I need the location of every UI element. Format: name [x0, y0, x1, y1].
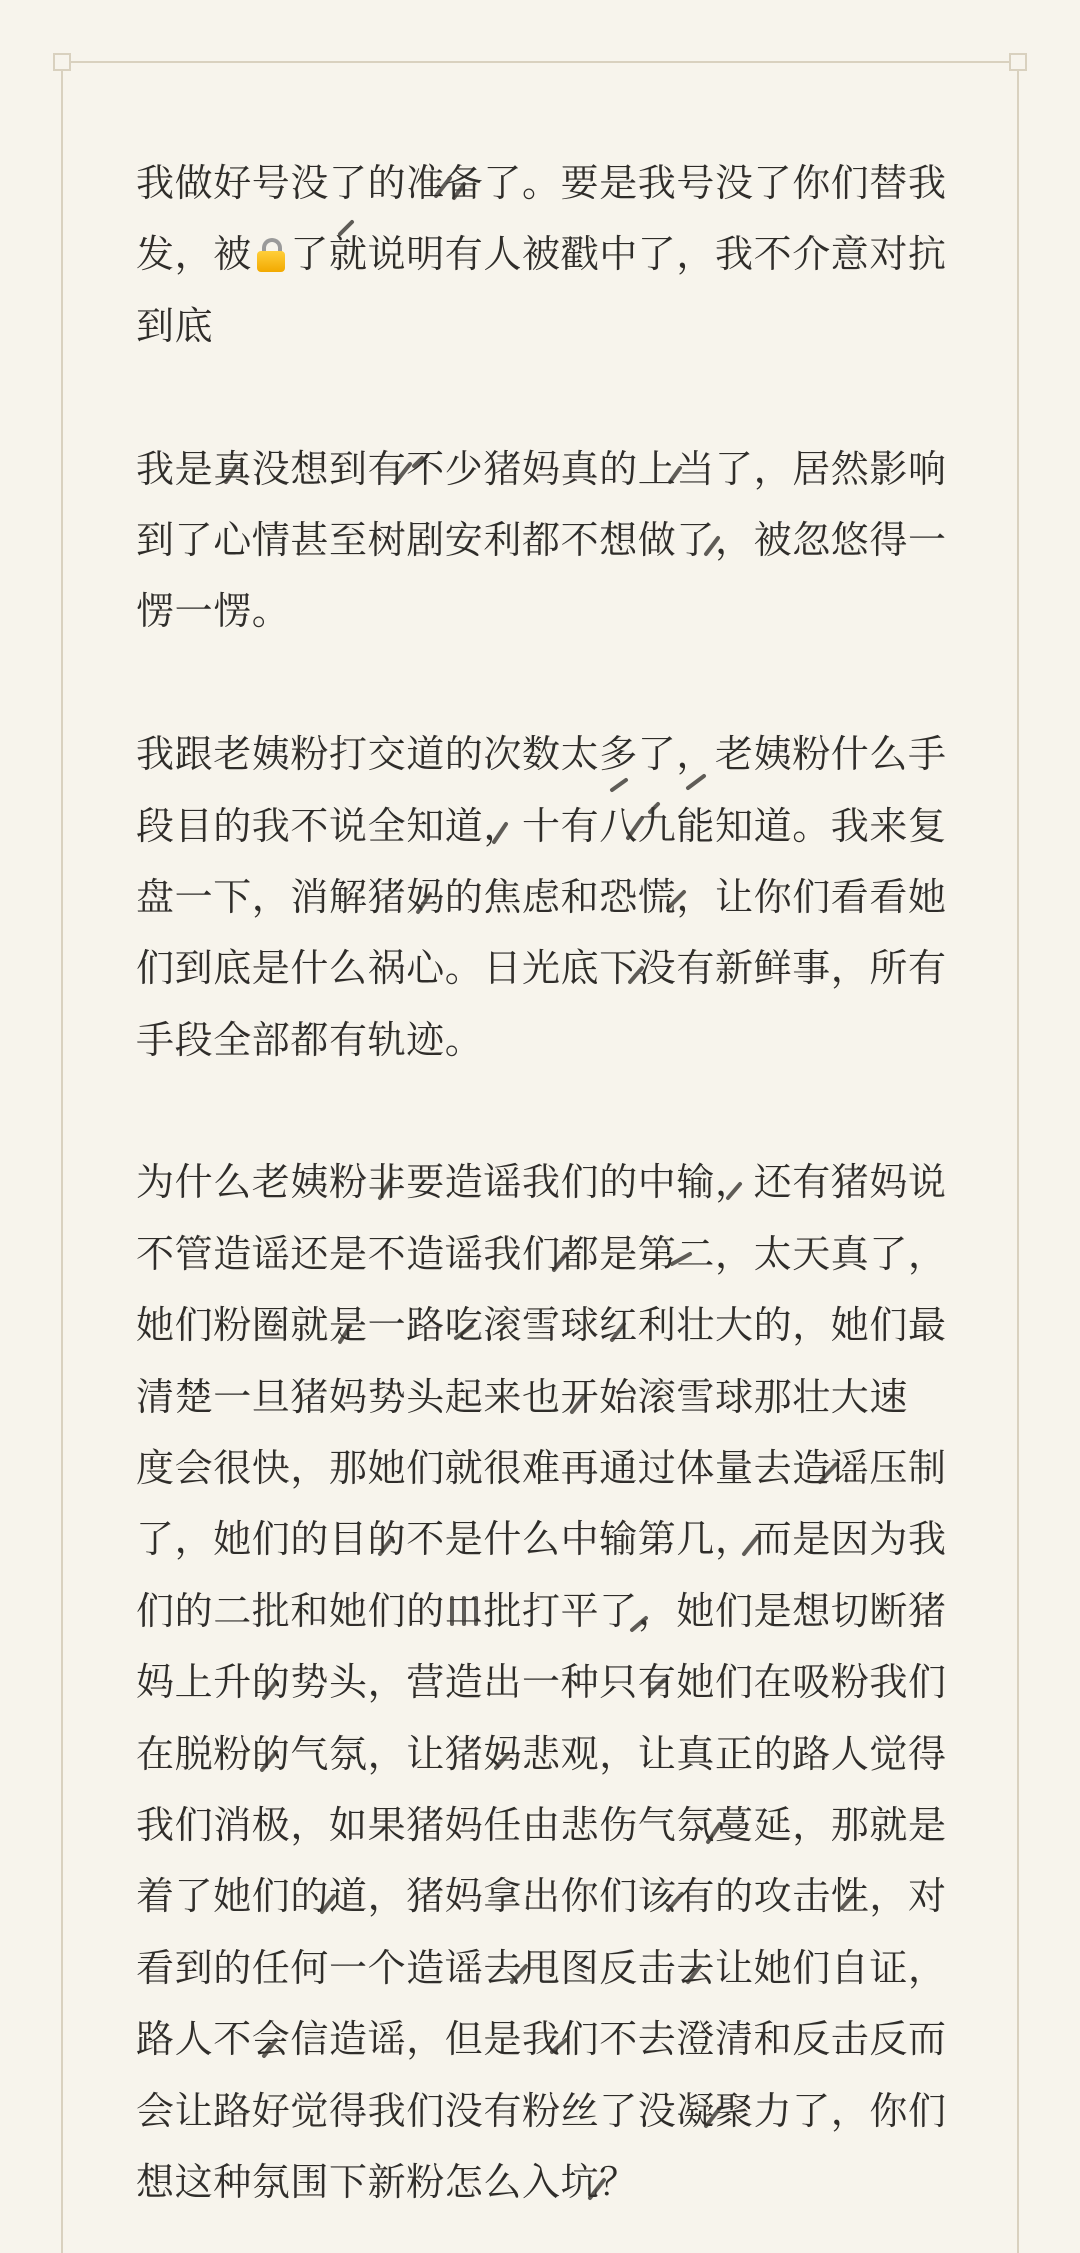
- lock-icon: [252, 235, 290, 273]
- text-line: 到底: [136, 303, 214, 348]
- frame-corner-accent-left: [62, 62, 76, 76]
- text-line: 我做好号没了的准备了。要是我号没了你们替我: [136, 161, 947, 205]
- text-line: 们到底是什么祸心。日光底下没有新鲜事，所有: [136, 946, 947, 991]
- text-line: 路人不会信造谣，但是我们不去澄清和反击反而: [136, 2017, 947, 2062]
- text-line: 不管造谣还是不造谣我们都是第二，太天真了，: [136, 1231, 947, 1276]
- text-line: 到了心情甚至树剧安利都不想做了，被忽悠得一: [136, 517, 947, 562]
- text-line: 为什么老姨粉非要造谣我们的中输，还有猪妈说: [136, 1160, 947, 1205]
- text-line: 妈上升的势头，营造出一种只有她们在吸粉我们: [136, 1660, 947, 1705]
- frame-corner-ornament-right: [1010, 54, 1026, 70]
- text-line: 段目的我不说全知道，十有八九能知道。我来复: [136, 803, 947, 848]
- text-line: 我们消极，如果猪妈任由悲伤气氛蔓延，那就是: [136, 1802, 947, 1847]
- text-line: 想这种氛围下新粉怎么入坑？: [136, 2159, 638, 2204]
- text-line: 愣一愣。: [136, 589, 291, 634]
- text-line: 她们粉圈就是一路吃滚雪球红利壮大的，她们最: [136, 1303, 947, 1348]
- paragraph: [136, 719, 976, 1076]
- text-line: 了，她们的目的不是什么中输第几，而是因为我: [136, 1517, 947, 1562]
- text-line: 清楚一旦猪妈势头起来也开始滚雪球那壮大速: [136, 1374, 909, 1419]
- text-line: 着了她们的道，猪妈拿出你们该有的攻击性，对: [136, 1874, 947, 1919]
- text-line: 看到的任何一个造谣去甩图反击去让她们自证，: [136, 1945, 947, 1990]
- text-line: 在脱粉的气氛，让猪妈悲观，让真正的路人觉得: [136, 1731, 947, 1776]
- text-line: 手段全部都有轨迹。: [136, 1017, 484, 1062]
- text-line: [136, 219, 976, 290]
- text-segment: 了就说明有人被戳中了，我不介意对抗: [290, 232, 947, 277]
- text-line: 我跟老姨粉打交道的次数太多了，老姨粉什么手: [136, 732, 947, 777]
- article-body: [136, 148, 976, 2218]
- frame-corner-accent-right: [1004, 62, 1018, 76]
- text-segment: 发，被: [136, 232, 252, 277]
- text-line: 盘一下，消解猪妈的焦虑和恐慌，让你们看看她: [136, 874, 947, 919]
- text-line: 会让路好觉得我们没有粉丝了没凝聚力了，你们: [136, 2088, 947, 2133]
- text-line: 度会很快，那她们就很难再通过体量去造谣压制: [136, 1446, 947, 1491]
- paragraph: [136, 434, 976, 648]
- paragraph: [136, 148, 976, 362]
- paragraph: [136, 1147, 976, 2218]
- text-line: 们的二批和她们的二批打平了，她们是想切断猪: [136, 1588, 947, 1633]
- frame-corner-ornament-left: [54, 54, 70, 70]
- text-line: 我是真没想到有不少猪妈真的上当了，居然影响: [136, 446, 947, 491]
